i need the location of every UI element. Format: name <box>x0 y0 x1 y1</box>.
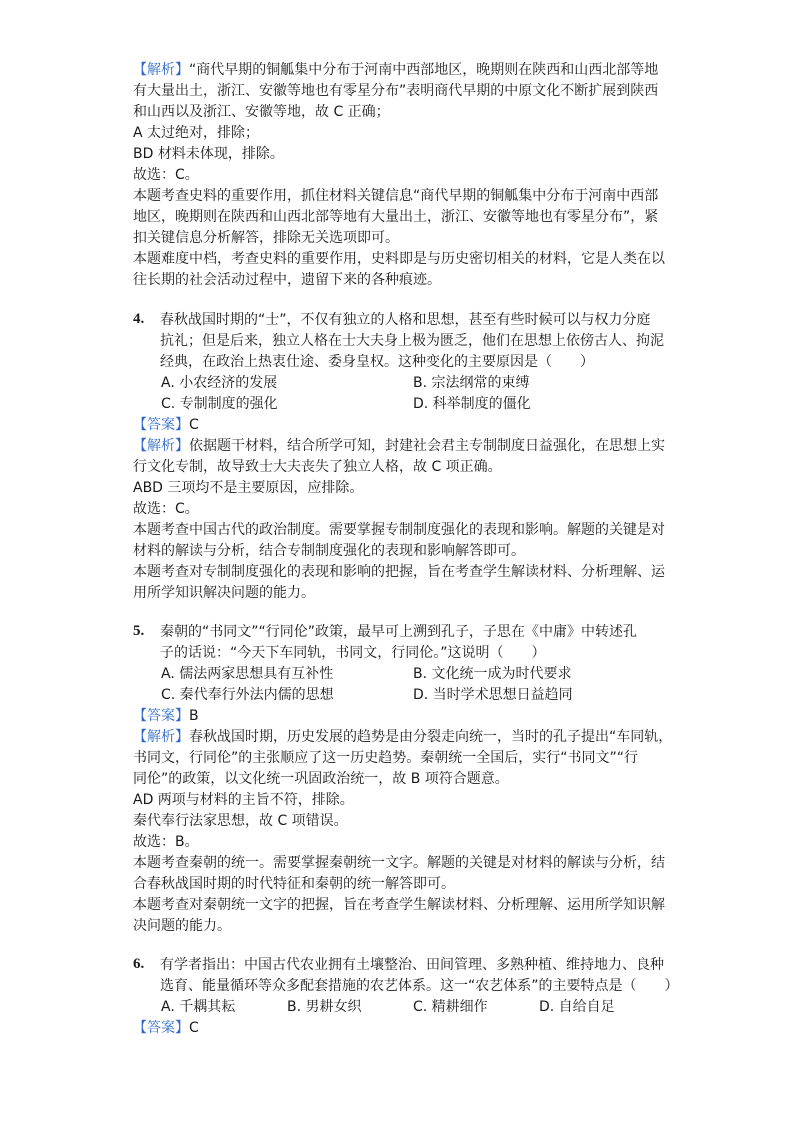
analysis-line: 故选：B。 <box>133 834 199 850</box>
analysis-line: 合春秋战国时期的时代特征和秦朝的统一解答即可。 <box>133 876 455 892</box>
analysis-line: 本题考查中国古代的政治制度。需要掌握专制制度强化的表现和影响。解题的关键是对 <box>133 522 665 538</box>
question-number: 6. <box>133 956 145 972</box>
analysis-line: 用所学知识解决问题的能力。 <box>133 585 315 601</box>
analysis-line: 扣关键信息分析解答，排除无关选项即可。 <box>133 230 399 246</box>
option-b: B. 文化统一成为时代要求 <box>413 666 572 682</box>
analysis-line: 本题考查对专制制度强化的表现和影响的把握，旨在考查学生解读材料、分析理解、运 <box>133 564 665 580</box>
analysis-line: 本题考查史料的重要作用，抓住材料关键信息“商代早期的铜觚集中分布于河南中西部 <box>133 188 659 204</box>
analysis-line: 本题难度中档，考查史料的重要作用，史料即是与历史密切相关的材料，它是人类在以 <box>133 251 665 267</box>
answer-tag: 【答案】 <box>133 708 189 724</box>
question-number: 4. <box>133 311 145 327</box>
analysis-line: 秦代奉行法家思想，故 C 项错误。 <box>133 813 348 829</box>
option-d: D. 当时学术思想日益趋同 <box>413 687 573 703</box>
analysis-line: 故选：C。 <box>133 167 199 183</box>
analysis-line: AD 两项与材料的主旨不符，排除。 <box>133 792 354 808</box>
question-stem-line: 春秋战国时期的“士”，不仅有独立的人格和思想，甚至有些时候可以与权力分庭 <box>160 312 651 328</box>
question-stem-line: 子的话说：“今天下车同轨，书同文，行同伦。”这说明（ ） <box>160 645 546 661</box>
answer-line <box>133 706 199 727</box>
analysis-line: 【解析】春秋战国时期，历史发展的趋势是由分裂走向统一，当时的孔子提出“车同轨， <box>133 729 673 745</box>
analysis-line: 地区，晚期则在陕西和山西北部等地有大量出土，浙江、安徽等地也有零星分布”，紧 <box>133 209 659 225</box>
analysis-tag: 【解析】 <box>133 438 189 454</box>
question-stem-line: 选育、能量循环等众多配套措施的农艺体系。这一“农艺体系”的主要特点是（ ） <box>160 978 679 994</box>
answer-tag: 【答案】 <box>133 417 189 433</box>
question-stem-line: 经典，在政治上热衷仕途、委身皇权。这种变化的主要原因是（ ） <box>160 354 594 370</box>
answer-value: C <box>189 1020 199 1036</box>
option-c: C. 专制制度的强化 <box>161 396 278 412</box>
option-a: A. 千耦其耘 <box>161 999 236 1015</box>
analysis-line: ABD 三项均不是主要原因，应排除。 <box>133 480 364 496</box>
option-d: D. 自给自足 <box>539 999 615 1015</box>
answer-value: C <box>189 417 199 433</box>
analysis-line: 材料的解读与分析，结合专制制度强化的表现和影响解答即可。 <box>133 543 525 559</box>
option-b: B. 宗法纲常的束缚 <box>413 375 530 391</box>
analysis-tag: 【解析】 <box>133 62 189 78</box>
analysis-line: 本题考查对秦朝统一文字的把握，旨在考查学生解读材料、分析理解、运用所学知识解 <box>133 897 665 913</box>
analysis-line: A 太过绝对，排除； <box>133 125 260 141</box>
option-c: C. 精耕细作 <box>413 999 488 1015</box>
analysis-line: 【解析】依据题干材料，结合所学可知，封建社会君主专制制度日益强化，在思想上实 <box>133 438 665 454</box>
analysis-line: 和山西以及浙江、安徽等地，故 C 正确； <box>133 104 390 120</box>
option-d: D. 科举制度的僵化 <box>413 396 531 412</box>
option-b: B. 男耕女织 <box>287 999 362 1015</box>
question-stem-line: 有学者指出：中国古代农业拥有土壤整治、田间管理、多熟种植、维持地力、良种 <box>160 957 664 973</box>
analysis-line: 故选：C。 <box>133 501 199 517</box>
question-stem-line: 秦朝的“书同文”“行同伦”政策，最早可上溯到孔子，子思在《中庸》中转述孔 <box>160 624 638 640</box>
analysis-line: 本题考查秦朝的统一。需要掌握秦朝统一文字。解题的关键是对材料的解读与分析，结 <box>133 855 665 871</box>
analysis-line: 决问题的能力。 <box>133 918 231 934</box>
answer-line <box>133 415 199 436</box>
analysis-tag: 【解析】 <box>133 729 189 745</box>
answer-line <box>133 1018 199 1039</box>
option-a: A. 儒法两家思想具有互补性 <box>161 666 334 682</box>
answer-tag: 【答案】 <box>133 1020 189 1036</box>
analysis-line: 往长期的社会活动过程中，遗留下来的各种痕迹。 <box>133 272 441 288</box>
analysis-line: 有大量出土，浙江、安徽等地也有零星分布”表明商代早期的中原文化不断扩展到陕西 <box>133 83 659 99</box>
analysis-line: BD 材料未体现，排除。 <box>133 146 284 162</box>
analysis-line: 书同文，行同伦”的主张顺应了这一历史趋势。秦朝统一全国后，实行“书同文”“行 <box>133 750 639 766</box>
analysis-line: 同伦”的政策，以文化统一巩固政治统一，故 B 项符合题意。 <box>133 771 509 787</box>
question-number: 5. <box>133 623 145 639</box>
option-c: C. 秦代奉行外法内儒的思想 <box>161 687 334 703</box>
option-a: A. 小农经济的发展 <box>161 375 278 391</box>
question-stem-line: 抗礼；但是后来，独立人格在士大夫身上极为匮乏，他们在思想上依傍古人、拘泥 <box>160 333 664 349</box>
analysis-line: 【解析】“商代早期的铜觚集中分布于河南中西部地区，晚期则在陕西和山西北部等地 <box>133 62 659 78</box>
analysis-line: 行文化专制，故导致士大夫丧失了独立人格，故 C 项正确。 <box>133 459 502 475</box>
answer-value: B <box>189 708 199 724</box>
